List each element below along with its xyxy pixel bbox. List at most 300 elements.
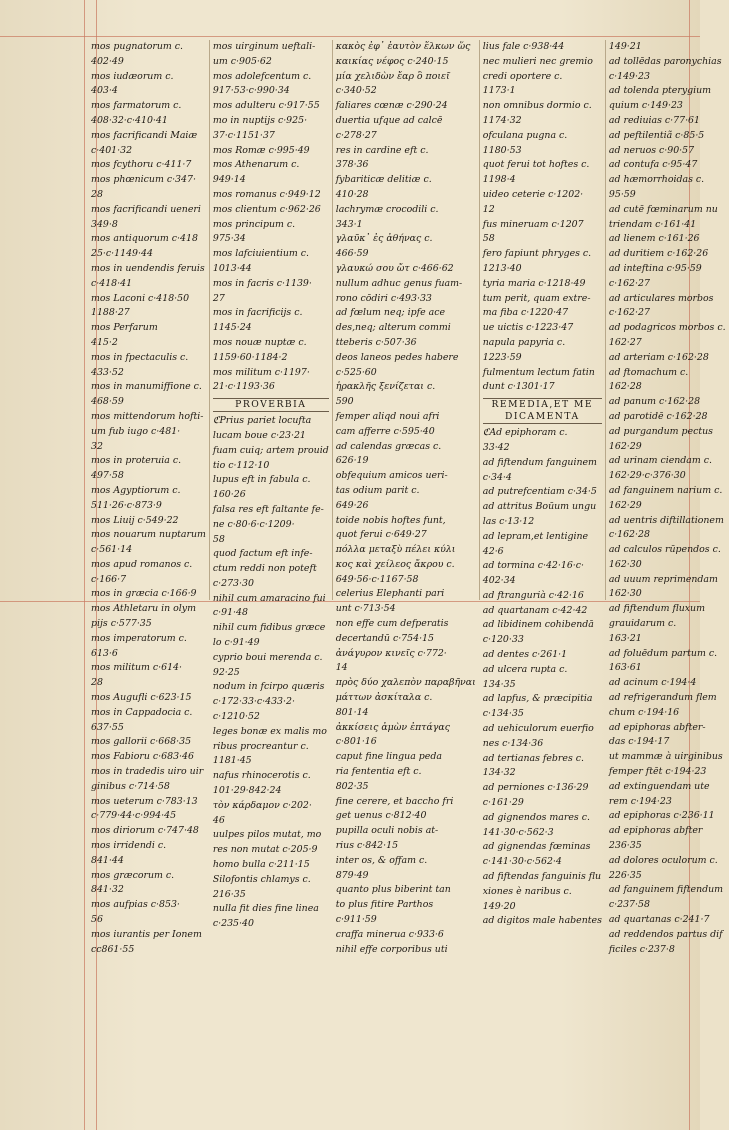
index-entry-line: mos facrificandi Maiæ (91, 129, 198, 141)
index-entry-line: c·401·32 (91, 144, 133, 156)
index-entry-line: das c·194·17 (608, 736, 670, 748)
index-entry-line: κος καὶ χείλεος ἄκρου c. (335, 558, 455, 570)
index-entry-line: ad duritiem c·162·26 (608, 248, 709, 260)
index-entry-line: ad articulares morbos (608, 292, 714, 304)
index-entry-line: 162·30 (608, 588, 642, 600)
index-entry-line: rius c·842·15 (335, 840, 399, 852)
index-entry-line: 163·61 (608, 662, 642, 674)
index-entry-line: femper aliqd noui afri (335, 410, 440, 422)
index-entry-line: 37·c·1151·37 (212, 129, 275, 141)
index-entry-line: ad dentes c·261·1 (482, 649, 568, 661)
index-entry-line: 1223·59 (482, 351, 522, 363)
index-entry-line: ad fiftendum fluxum (608, 603, 705, 615)
index-entry-line: 403·4 (91, 85, 118, 97)
index-entry-line: mos Liuij c·549·22 (91, 514, 179, 526)
index-entry-line: quium c·149·23 (608, 100, 683, 112)
index-entry-line: mos in fpectaculis c. (91, 351, 189, 363)
index-entry-line: nafus rhinocerotis c. (212, 770, 311, 782)
index-entry-line: c·237·58 (608, 899, 650, 911)
index-entry-line: c·801·16 (335, 736, 377, 748)
index-entry-line: ad purgandum pectus (608, 425, 713, 437)
index-entry-line: 649·56·c·1167·58 (335, 573, 419, 585)
index-entry-line: 21·c·1193·36 (212, 381, 275, 393)
index-entry-line: ad uentris diftillationem (608, 514, 724, 526)
index-entry-line: 101·29·842·24 (212, 785, 282, 797)
index-entry-line: 590 (335, 396, 354, 408)
index-entry-line: quot ferui c·649·27 (335, 529, 427, 541)
index-entry-line: ad libidinem cohibendā (482, 619, 594, 631)
index-entry-line: 46 (212, 814, 225, 826)
index-entry-line: mos mittendorum hofti- (91, 410, 204, 422)
index-entry-line: 216·35 (212, 888, 246, 900)
index-entry-line: mos græcorum c. (91, 869, 175, 881)
index-entry-line: nes c·134·36 (482, 737, 544, 749)
index-entry-line: ad lapfus, & præcipitia (482, 693, 593, 705)
index-entry-line: obfequium amicos ueri- (335, 470, 448, 482)
index-entry-line: ad rediuias c·77·61 (608, 114, 700, 126)
index-column-5 (606, 40, 729, 955)
index-entry-line: c·162·27 (608, 277, 650, 289)
index-entry-line: inter os, & offam c. (335, 854, 428, 866)
index-entry-line: mos in tradedis uiro uir (91, 766, 204, 778)
index-entry-line: mos Athenarum c. (212, 159, 300, 171)
index-entry-line: mos principum c. (212, 218, 296, 230)
index-entry-line: uideo ceterie c·1202· (482, 188, 584, 200)
index-entry-line: mos fcythoru c·411·7 (91, 159, 192, 171)
index-entry-line: 95·59 (608, 188, 636, 200)
index-entry-line: ad tolenda pterygium (608, 85, 712, 97)
index-entry-line: mos iudæorum c. (91, 70, 174, 82)
index-entry-line: lupus eft in fabula c. (212, 474, 311, 486)
index-entry-line: ἀνάγυρον κινεῖς c·772· (335, 647, 447, 659)
index-entry-line: ad gignendas fœminas (482, 841, 591, 853)
index-entry-line: mos Fabioru c·683·46 (91, 751, 194, 763)
index-entry-line: deos laneos pedes habere (335, 351, 459, 363)
index-entry-line: ad ulcera rupta c. (482, 663, 568, 675)
index-entry-line: mos farmatorum c. (91, 100, 182, 112)
index-entry-line: mos in Cappadocia c. (91, 706, 193, 718)
index-entry-line: quod factum eft infe- (212, 548, 313, 560)
index-entry-line: πρὸς δύο χαλεπὸν παραβῆναι (335, 677, 476, 689)
index-entry-line: 343·1 (335, 218, 363, 230)
index-entry-line: napula papyria c. (482, 336, 566, 348)
index-entry-line: mos Augufli c·623·15 (91, 692, 192, 704)
index-entry-line: nihil effe corporibus uti (335, 943, 448, 955)
index-entry-line: 162·30 (608, 558, 642, 570)
index-entry-line: nec mulieri nec gremio (482, 55, 593, 67)
index-entry-line: credi oportere c. (482, 70, 563, 82)
index-entry-line: 25·c·1149·44 (91, 248, 153, 260)
index-entry-line: 626·19 (335, 455, 369, 467)
index-entry-line: c·141·30·c·562·4 (482, 856, 562, 868)
index-entry-line: pupilla oculi nobis at- (335, 825, 439, 837)
index-entry-line: ad reddendos partus dif (608, 928, 723, 940)
index-entry-line: ad foluēdum partum c. (608, 647, 718, 659)
index-entry-line: καικίας νέφος c·240·15 (335, 55, 449, 67)
index-entry-line: 466·59 (335, 248, 369, 260)
index-entry-line: 42·6 (482, 545, 504, 557)
index-entry-line: c·162·27 (608, 307, 650, 319)
index-entry-line: 226·35 (608, 869, 642, 881)
index-entry-line: γλαυκώ σου ὤτ c·466·62 (335, 262, 454, 274)
index-entry-line: ad putrefcentiam c·34·5 (482, 486, 597, 498)
index-entry-line: 134·35 (482, 678, 516, 690)
index-entry-line: 160·26 (212, 489, 246, 501)
index-entry-line: 497·58 (91, 470, 124, 482)
index-entry-line: dunt c·1301·17 (482, 381, 555, 393)
index-entry-line: 801·14 (335, 706, 369, 718)
index-entry-line: 28 (91, 677, 103, 689)
index-entry-line: c·278·27 (335, 129, 377, 141)
index-entry-line: ad quartanas c·241·7 (608, 914, 710, 926)
index-entry-line: ne c·80·6·c·1209· (212, 518, 295, 530)
index-entry-line: 841·44 (91, 854, 124, 866)
index-entry-line: mos gallorii c·668·35 (91, 736, 192, 748)
index-entry-line: ctum reddi non poteft (212, 563, 317, 575)
index-entry-line: c·779·44·c·994·45 (91, 810, 177, 822)
index-entry-line: ad quartanam c·42·42 (482, 604, 588, 616)
index-entry-line: lo c·91·49 (212, 637, 260, 649)
index-entry-line: mos Agyptiorum c. (91, 484, 181, 496)
index-entry-line: caput fine lingua peda (335, 751, 442, 763)
index-entry-line: ad epiphoras abfter (608, 825, 703, 837)
index-entry-line: ad peftilentiã c·85·5 (608, 129, 705, 141)
index-entry-line: cc861·55 (91, 943, 135, 955)
index-entry-line: ad dolores oculorum c. (608, 854, 718, 866)
index-entry-line: unt c·713·54 (335, 603, 396, 615)
index-entry-line: ut mammæ à uirginibus (608, 751, 723, 763)
index-entry-line: mos in proteruia c. (91, 455, 182, 467)
index-entry-line: ficiles c·237·8 (608, 943, 675, 955)
index-entry-line: c·235·40 (212, 918, 254, 930)
index-entry-line: tyria maria c·1218·49 (482, 277, 586, 289)
index-entry-line: rem c·194·23 (608, 795, 672, 807)
index-entry-line: 12 (482, 203, 495, 215)
index-entry-line: non effe cum defperatis (335, 618, 449, 630)
index-entry-line: πόλλα μεταξὺ πέλει κύλι (335, 544, 456, 556)
left-margin-rule (84, 0, 85, 1130)
index-entry-line: 162·28 (608, 381, 642, 393)
index-entry-line: 58 (212, 533, 225, 545)
index-entry-line: c·120·33 (482, 634, 524, 646)
index-entry-line: celerius Elephanti pari (335, 588, 445, 600)
index-entry-line: mos uirginum ueftali- (212, 41, 316, 52)
index-entry-line: ad ftomachum c. (608, 366, 689, 378)
index-entry-line: 1198·4 (482, 174, 516, 186)
index-entry-line: c·91·48 (212, 607, 248, 619)
index-entry-line: ad contufa c·95·47 (608, 159, 698, 171)
index-entry-line: c·1210·52 (212, 711, 260, 723)
index-entry-line: 415·2 (91, 336, 118, 348)
index-entry-line: mos in græcia c·166·9 (91, 588, 197, 600)
index-entry-line: 149·21 (608, 41, 642, 52)
index-entry-line: falsa res eft faltante fe- (212, 503, 324, 515)
index-entry-line: uulpes pilos mutat, mo (212, 829, 322, 841)
index-entry-line: ad neruos c·90·57 (608, 144, 695, 156)
index-entry-line: ad epiphoras abfter- (608, 721, 706, 733)
index-entry-line: mos in uendendis feruis (91, 262, 205, 274)
index-entry-line: ad fiftendum fanguinem (482, 456, 597, 468)
index-entry-line: ad uehiculorum euerfio (482, 723, 594, 735)
index-entry-line: femper ftēt c·194·23 (608, 766, 707, 778)
index-entry-line: mos adulteru c·917·55 (212, 100, 320, 112)
section-heading: PROVERBIA (213, 398, 329, 412)
index-entry-line: 162·29 (608, 499, 642, 511)
index-entry-line: nihil cum fidibus græce (212, 622, 326, 634)
index-entry-line: mos nouarum nuptarum (91, 529, 206, 541)
index-entry-line: 1174·32 (482, 114, 522, 126)
index-entry-line: 468·59 (91, 396, 124, 408)
index-column-2 (210, 40, 333, 930)
index-entry-line: 613·6 (91, 647, 118, 659)
index-entry-line: 975·34 (212, 233, 246, 245)
index-entry-line: 134·32 (482, 767, 516, 779)
index-entry-line: ad gignendos mares c. (482, 811, 590, 823)
index-entry-line: mos in manumiffione c. (91, 381, 202, 393)
index-entry-line: ad parotidē c·162·28 (608, 410, 708, 422)
index-entry-line: chum c·194·16 (608, 706, 680, 718)
index-entry-line: lucam boue c·23·21 (212, 429, 306, 441)
index-entry-line: ℭPrius pariet locufta (212, 415, 312, 427)
index-entry-line: ofculana pugna c. (482, 129, 568, 141)
index-entry-line: 1145·24 (212, 322, 252, 334)
index-entry-line: fulmentum lectum fatin (482, 366, 595, 378)
index-entry-line: res non mutat c·205·9 (212, 844, 318, 856)
index-entry-line: 802·35 (335, 780, 369, 792)
index-entry-line: fero fapiunt phryges c. (482, 248, 592, 260)
index-entry-line: fus mineruam c·1207 (482, 218, 584, 230)
index-entry-line: ἡρακλῆς ξενίζεται c. (335, 381, 436, 393)
index-entry-line: mos Perfarum (91, 322, 158, 334)
index-entry-line: lius fale c·938·44 (482, 41, 565, 52)
index-entry-line: las c·13·12 (482, 515, 535, 527)
index-entry-line: tteberis c·507·36 (335, 336, 417, 348)
index-entry-line: mos militum c·1197· (212, 366, 310, 378)
index-entry-line: 236·35 (608, 840, 642, 852)
index-entry-line: rono cōdiri c·493·33 (335, 292, 432, 304)
index-entry-line: 1188·27 (91, 307, 130, 319)
index-entry-line: ad tollēdas paronychias (608, 55, 722, 67)
index-entry-line: quanto plus biberint tan (335, 884, 451, 896)
index-entry-line: c·273·30 (212, 577, 254, 589)
index-entry-line: c·166·7 (91, 573, 127, 585)
index-entry-line: mos apud romanos c. (91, 558, 193, 570)
index-entry-line: pijs c·577·35 (91, 618, 152, 630)
index-entry-line: 433·52 (91, 366, 124, 378)
index-entry-line: 879·49 (335, 869, 369, 881)
index-entry-line: cam afferre c·595·40 (335, 425, 435, 437)
index-entry-line: 917·53·c·990·34 (212, 85, 290, 97)
index-entry-line: cyprio boui merenda c. (212, 651, 323, 663)
index-entry-line: mos nouæ nuptæ c. (212, 336, 307, 348)
index-entry-line: mos Laconi c·418·50 (91, 292, 190, 304)
index-entry-line: ad lepram,et lentigine (482, 530, 589, 542)
index-entry-line: ad podagricos morbos c. (608, 322, 726, 334)
index-entry-line: c·161·29 (482, 797, 524, 809)
index-entry-line: ad fiftendas fanguinis flu (482, 871, 602, 883)
index-entry-line: 56 (91, 914, 103, 926)
index-entry-line: 163·21 (608, 632, 642, 644)
index-entry-line: mo in nuptijs c·925· (212, 114, 308, 126)
index-entry-line: mos clientum c·962·26 (212, 203, 321, 215)
index-entry-line: nihil cum amaracino fui (212, 592, 326, 604)
index-entry-line: 408·32·c·410·41 (91, 114, 168, 126)
index-entry-line: 141·30·c·562·3 (482, 826, 554, 838)
section-heading: REMEDIA,ET ME DICAMENTA (483, 398, 602, 424)
index-entry-line: mos romanus c·949·12 (212, 188, 321, 200)
index-entry-line: toide nobis hoftes funt, (335, 514, 446, 526)
index-entry-line: 349·8 (91, 218, 118, 230)
index-entry-line: ad acinum c·194·4 (608, 677, 697, 689)
index-entry-line: tum perit, quam extre- (482, 292, 591, 304)
index-entry-line: quot ferui tot hoftes c. (482, 159, 590, 171)
index-entry-line: ad calendas græcas c. (335, 440, 442, 452)
index-entry-line: mos aufpias c·853· (91, 899, 180, 911)
index-column-1 (88, 40, 210, 955)
index-entry-line: μία χελιδὼν ἔαρ ὃ ποιεῖ (335, 70, 450, 82)
index-entry-line: ad uuum reprimendam (608, 573, 718, 585)
index-entry-line: triendam c·161·41 (608, 218, 697, 230)
index-entry-line: mos irridendi c. (91, 840, 167, 852)
index-entry-line: 14 (335, 662, 348, 674)
index-entry-line: 92·25 (212, 666, 240, 678)
index-entry-line: ad hæmorrhoidas c. (608, 174, 705, 186)
index-entry-line: ℭAd epiphoram c. (482, 427, 568, 439)
index-entry-line: γλαῦκ᾽ ἐς ἀθήνας c. (335, 233, 433, 245)
index-entry-line: tas odium parit c. (335, 484, 420, 496)
index-entry-line: leges bonæ ex malis mo (212, 725, 327, 737)
index-entry-line: 1181·45 (212, 755, 252, 767)
index-entry-line: ad epiphoras c·236·11 (608, 810, 715, 822)
index-entry-line: mos pugnatorum c. (91, 41, 184, 52)
index-entry-line: nullum adhuc genus fuam- (335, 277, 463, 289)
index-entry-line: grauidarum c. (608, 618, 677, 630)
index-entry-line: mos antiquorum c·418 (91, 233, 198, 245)
index-entry-line: 1173·1 (482, 85, 516, 97)
index-entry-line: ad attritus Boūum ungu (482, 501, 597, 513)
index-entry-line: res in cardine eft c. (335, 144, 429, 156)
index-entry-line: nodum in fcirpo quæris (212, 681, 325, 693)
index-entry-line: 378·36 (335, 159, 369, 171)
index-entry-line: homo bulla c·211·15 (212, 859, 310, 871)
index-entry-line: 162·27 (608, 336, 642, 348)
index-entry-line: c·525·60 (335, 366, 377, 378)
index-entry-line: ria fententia eft c. (335, 766, 422, 778)
index-entry-line: c·561·14 (91, 544, 133, 556)
index-entry-line: 162·29 (608, 440, 642, 452)
index-entry-line: non omnibus dormio c. (482, 100, 592, 112)
index-entry-line: 949·14 (212, 174, 246, 186)
index-entry-line: ad calculos rūpendos c. (608, 544, 721, 556)
index-entry-line: tio c·112·10 (212, 459, 270, 471)
index-entry-line: c·162·28 (608, 529, 650, 541)
index-entry-line: 1013·44 (212, 262, 252, 274)
index-entry-line: ad ftrangurià c·42·16 (482, 589, 584, 601)
index-entry-line: τὸν κάρδαμον c·202· (212, 799, 312, 811)
index-entry-line: ad fœlum neq; ipfe ace (335, 307, 446, 319)
index-entry-line: mos iurantis per Ionem (91, 928, 202, 940)
index-entry-line: ad tormina c·42·16·c· (482, 560, 585, 572)
index-entry-line: 27 (212, 292, 225, 304)
index-entry-line: ue uictis c·1223·47 (482, 322, 574, 334)
index-entry-line: mos ueterum c·783·13 (91, 795, 198, 807)
index-entry-line: ad digitos male habentes (482, 915, 602, 927)
index-entry-line: decertandū c·754·15 (335, 632, 434, 644)
index-entry-line: ribus procreantur c. (212, 740, 309, 752)
index-entry-line: 149·20 (482, 900, 516, 912)
index-entry-line: fine cerere, et baccho fri (335, 795, 454, 807)
top-margin-rule (0, 36, 700, 37)
index-entry-line: c·34·4 (482, 471, 512, 483)
index-entry-line: 58 (482, 233, 495, 245)
index-entry-line: mos in facrificijs c. (212, 307, 303, 319)
index-entry-line: um c·905·62 (212, 55, 272, 67)
index-entry-line: ad panum c·162·28 (608, 396, 701, 408)
index-entry-line: ad cutē fœminarum nu (608, 203, 718, 215)
index-entry-line: 649·26 (335, 499, 369, 511)
index-entry-line: craffa minerua c·933·6 (335, 928, 444, 940)
index-entry-line: ad arteriam c·162·28 (608, 351, 709, 363)
index-entry-line: 841·32 (91, 884, 124, 896)
index-entry-line: mos phœnicum c·347· (91, 174, 196, 186)
index-entry-line: fybariticæ delitiæ c. (335, 174, 432, 186)
index-entry-line: mos lafciuientium c. (212, 248, 310, 260)
index-entry-line: c·172·33·c·433·2· (212, 696, 295, 708)
index-entry-line: ad tertianas febres c. (482, 752, 584, 764)
index-entry-line: mos facrificandi ueneri (91, 203, 201, 215)
index-entry-line: 402·34 (482, 575, 516, 587)
index-entry-line: 32 (91, 440, 103, 452)
index-entry-line: mos Romæ c·995·49 (212, 144, 310, 156)
index-entry-line: ad fanguinem narium c. (608, 484, 723, 496)
index-entry-line: faliares cœnæ c·290·24 (335, 100, 448, 112)
index-entry-line: c·149·23 (608, 70, 650, 82)
index-column-4 (480, 40, 606, 927)
index-entry-line: c·911·59 (335, 914, 377, 926)
index-entry-line: ma fiba c·1220·47 (482, 307, 569, 319)
index-entry-line: mos diriorum c·747·48 (91, 825, 199, 837)
index-entry-line: 637·55 (91, 721, 124, 733)
index-entry-line: um fub iugo c·481· (91, 425, 181, 437)
index-entry-line: xiones è naribus c. (482, 885, 572, 897)
index-entry-line: μάττων ἀσκίταλα c. (335, 692, 433, 704)
index-entry-line: κακὸς ἐφ᾽ ἑαυτὸν ἕλκων ὥς (335, 41, 471, 52)
index-entry-line: ad urinam ciendam c. (608, 455, 713, 467)
index-entry-line: 511·26·c·873·9 (91, 499, 162, 511)
index-entry-line: mos Athletaru in olym (91, 603, 196, 615)
index-entry-line: nulla fit dies fine linea (212, 903, 319, 915)
index-entry-line: 1159·60·1184·2 (212, 351, 288, 363)
index-entry-line: 33·42 (482, 441, 510, 453)
index-entry-line: mos adolefcentum c. (212, 70, 312, 82)
index-entry-line: des,neq; alterum commi (335, 322, 451, 334)
index-entry-line: to plus fitire Parthos (335, 899, 434, 911)
index-column-3 (333, 40, 480, 955)
index-entry-line: mos militum c·614· (91, 662, 182, 674)
index-entry-line: c·340·52 (335, 85, 377, 97)
index-entry-line: get uenus c·812·40 (335, 810, 427, 822)
index-entry-line: duertia ufque ad calcē (335, 114, 443, 126)
index-entry-line: 28 (91, 188, 103, 200)
index-entry-line: 402·49 (91, 55, 124, 67)
index-columns (88, 40, 726, 955)
index-entry-line: lachrymæ crocodili c. (335, 203, 439, 215)
index-entry-line: fuam cuiq; artem prouid (212, 444, 329, 456)
index-entry-line: ad lienem c·161·26 (608, 233, 700, 245)
index-entry-line: ad extinguendam ute (608, 780, 710, 792)
index-entry-line: 1213·40 (482, 262, 522, 274)
index-entry-line: Silofontis chlamys c. (212, 873, 311, 885)
